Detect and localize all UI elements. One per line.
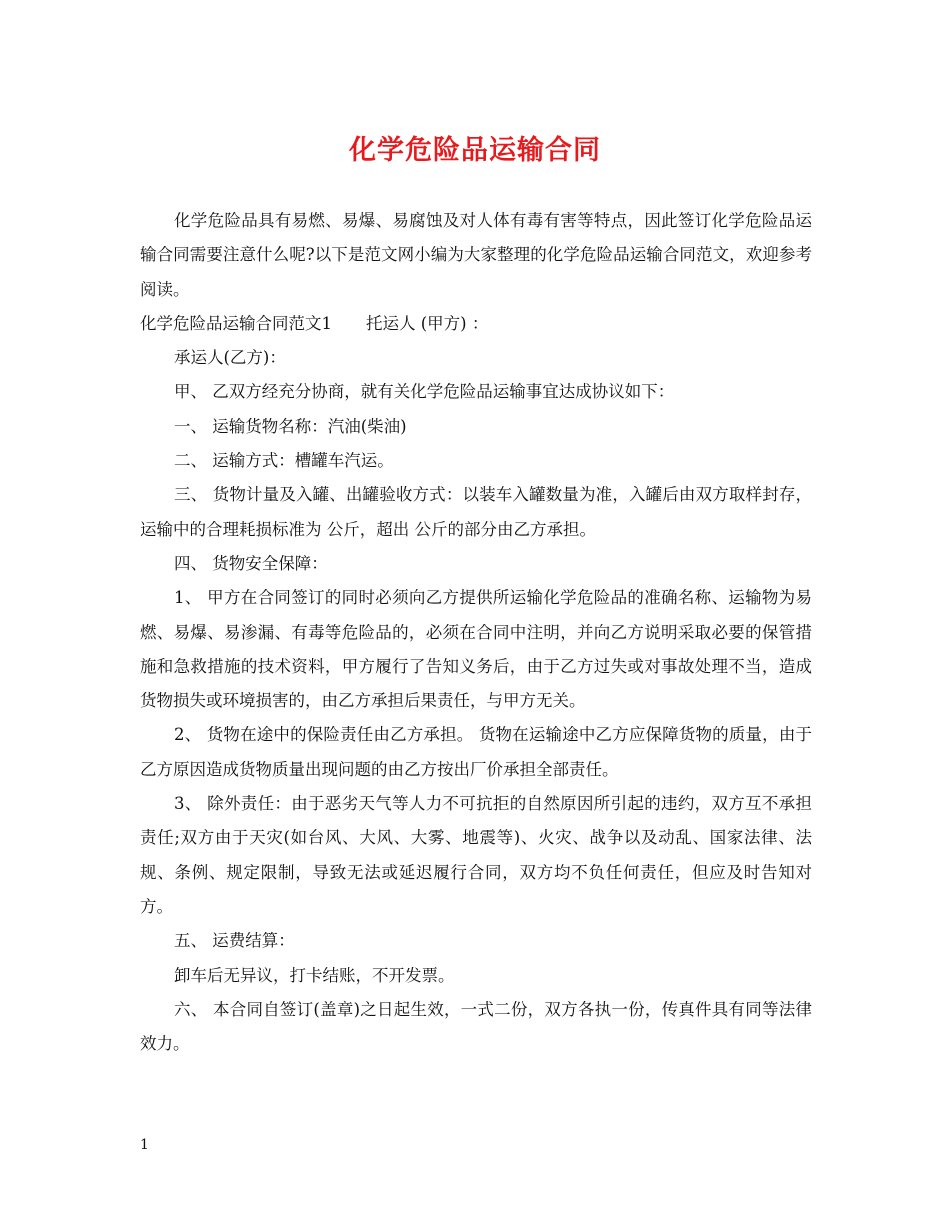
intro-paragraph: 化学危险品具有易燃、易爆、易腐蚀及对人体有毒有害等特点，因此签订化学危险品运输合同需要注意什么呢?以下是范文网小编为大家整理的化学危险品运输合同范文，欢迎参考阅读。 <box>140 211 812 299</box>
safety-item-1: 1、 甲方在合同签订的同时必须向乙方提供所运输化学危险品的准确名称、运输物为易燃、易爆、易渗漏、有毒等危险品的，必须在合同中注明，并向乙方说明采取必要的保管措施和急救措施的技术资料，甲方履行了告知义务后，由于乙方过失或对事故处理不当，造成货物损失或环境损害的，由乙方承担后果责任，与甲方无关。 <box>140 588 812 711</box>
sample-heading: 化学危险品运输合同范文1 <box>140 313 332 333</box>
shipper-label: 托运人 (甲方) ： <box>366 313 489 333</box>
safety-item-3: 3、 除外责任：由于恶劣天气等人力不可抗拒的自然原因所引起的违约，双方互不承担责任;双方由于天灾(如台风、大风、大雾、地震等)、火灾、战争以及动乱、国家法律、法规、条例、规定限制，导致无法或延迟履行合同，双方均不负任何责任，但应及时告知对方。 <box>140 794 812 916</box>
page-title: 化学危险品运输合同 <box>349 135 601 166</box>
sample-heading-line <box>140 307 812 341</box>
carrier-label: 承运人(乙方)： <box>174 348 286 368</box>
clause-3: 三、 货物计量及入罐、出罐验收方式：以装车入罐数量为准，入罐后由双方取样封存，运输中的合理耗损标准为 公斤，超出 公斤的部分由乙方承担。 <box>140 485 812 539</box>
safety-item-2: 2、 货物在途中的保险责任由乙方承担。 货物在运输途中乙方应保障货物的质量，由于乙方原因造成货物质量出现问题的由乙方按出厂价承担全部责任。 <box>140 725 812 779</box>
document-body <box>140 204 812 1061</box>
clause-1: 一、 运输货物名称：汽油(柴油) <box>174 416 407 436</box>
clause-2: 二、 运输方式：槽罐车汽运。 <box>174 451 394 471</box>
settlement-text: 卸车后无异议，打卡结账，不开发票。 <box>174 965 455 985</box>
clause-4: 四、 货物安全保障： <box>174 553 328 573</box>
agreement-intro: 甲、 乙双方经充分协商，就有关化学危险品运输事宜达成协议如下： <box>174 382 675 402</box>
page-number: 1 <box>140 1137 149 1153</box>
clause-6: 六、 本合同自签订(盖章)之日起生效，一式二份，双方各执一份，传真件具有同等法律效力。 <box>140 999 812 1054</box>
clause-5: 五、 运费结算： <box>174 931 295 951</box>
